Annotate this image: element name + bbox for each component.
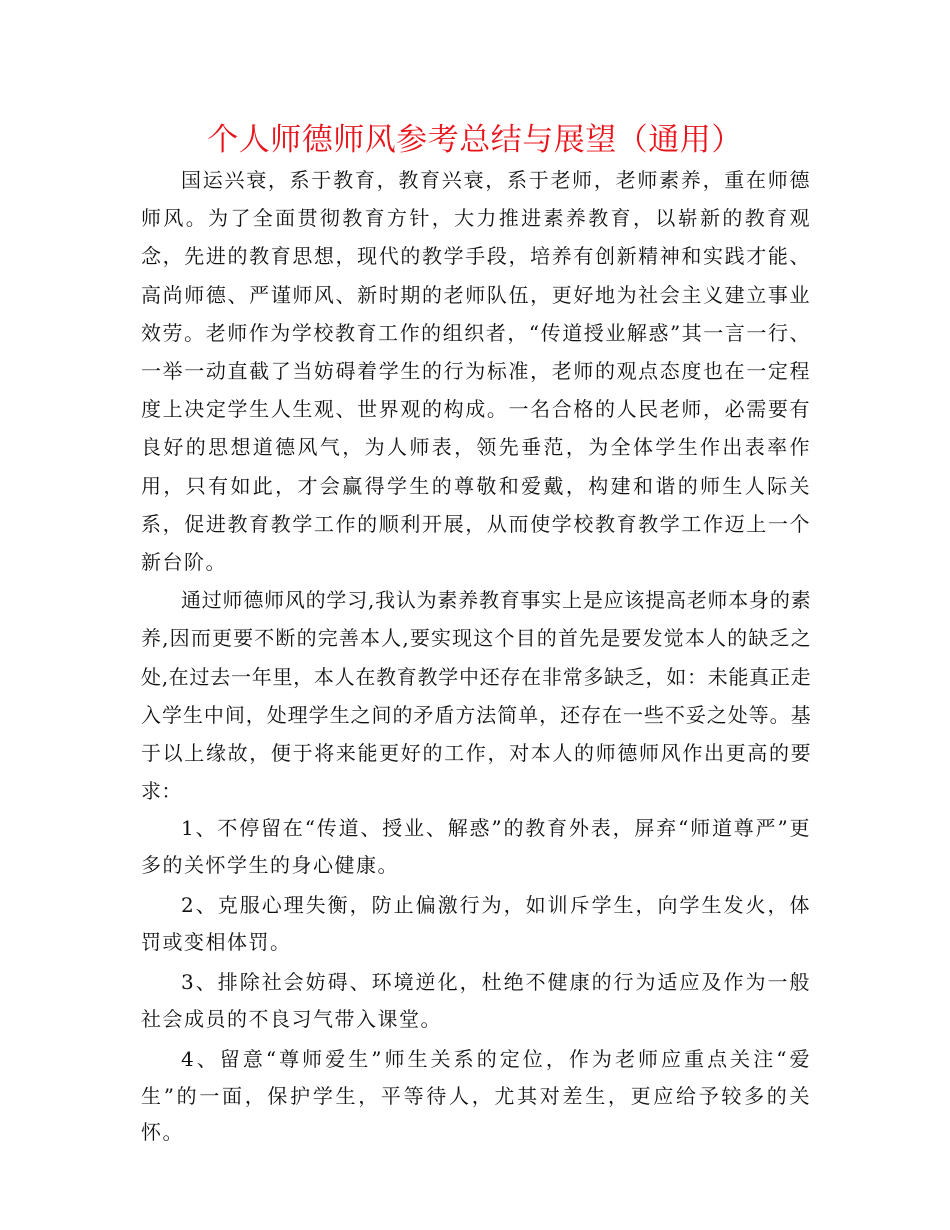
list-item: 1、不停留在“传道、授业、解惑”的教育外表，屏弃“师道尊严”更多的关怀学生的身心健康。 — [141, 816, 811, 877]
document-body — [141, 161, 811, 1151]
document-title: 个人师德师风参考总结与展望（通用） — [207, 122, 743, 158]
intro-paragraph: 国运兴衰，系于教育，教育兴衰，系于老师，老师素养，重在师德师风。为了全面贯彻教育方针，大力推进素养教育，以崭新的教育观念，先进的教育思想，现代的教学手段，培养有创新精神和实践才能、高尚师德、严谨师风、新时期的老师队伍，更好地为社会主义建立事业效劳。老师作为学校教育工作的组织者，“传道授业解惑”其一言一行、一举一动直截了当妨碍着学生的行为标准，老师的观点态度也在一定程度上决定学生人生观、世界观的构成。一名合格的人民老师，必需要有良好的思想道德风气，为人师表，领先垂范，为全体学生作出表率作用，只有如此，才会赢得学生的尊敬和爱戴，构建和谐的师生人际关系，促进教育教学工作的顺利开展，从而使学校教育教学工作迈上一个新台阶。 — [141, 168, 811, 575]
requirements-list — [141, 810, 811, 1151]
reflection-paragraph: 通过师德师风的学习,我认为素养教育事实上是应该提高老师本身的素养,因而更要不断的完善本人,要实现这个目的首先是要发觉本人的缺乏之处,在过去一年里，本人在教育教学中还存在非常多缺乏，如：未能真正走入学生中间，处理学生之间的矛盾方法简单，还存在一些不妥之处等。基于以上缘故，便于将来能更好的工作，对本人的师德师风作出更高的要求： — [141, 588, 811, 804]
list-item: 4、留意“尊师爱生”师生关系的定位，作为老师应重点关注“爱生”的一面，保护学生，平等待人，尤其对差生，更应给予较多的关怀。 — [141, 1047, 811, 1145]
list-item: 3、排除社会妨碍、环境逆化，杜绝不健康的行为适应及作为一般社会成员的不良习气带入课堂。 — [141, 970, 811, 1031]
list-item: 2、克服心理失衡，防止偏激行为，如训斥学生，向学生发火，体罚或变相体罚。 — [141, 893, 811, 954]
